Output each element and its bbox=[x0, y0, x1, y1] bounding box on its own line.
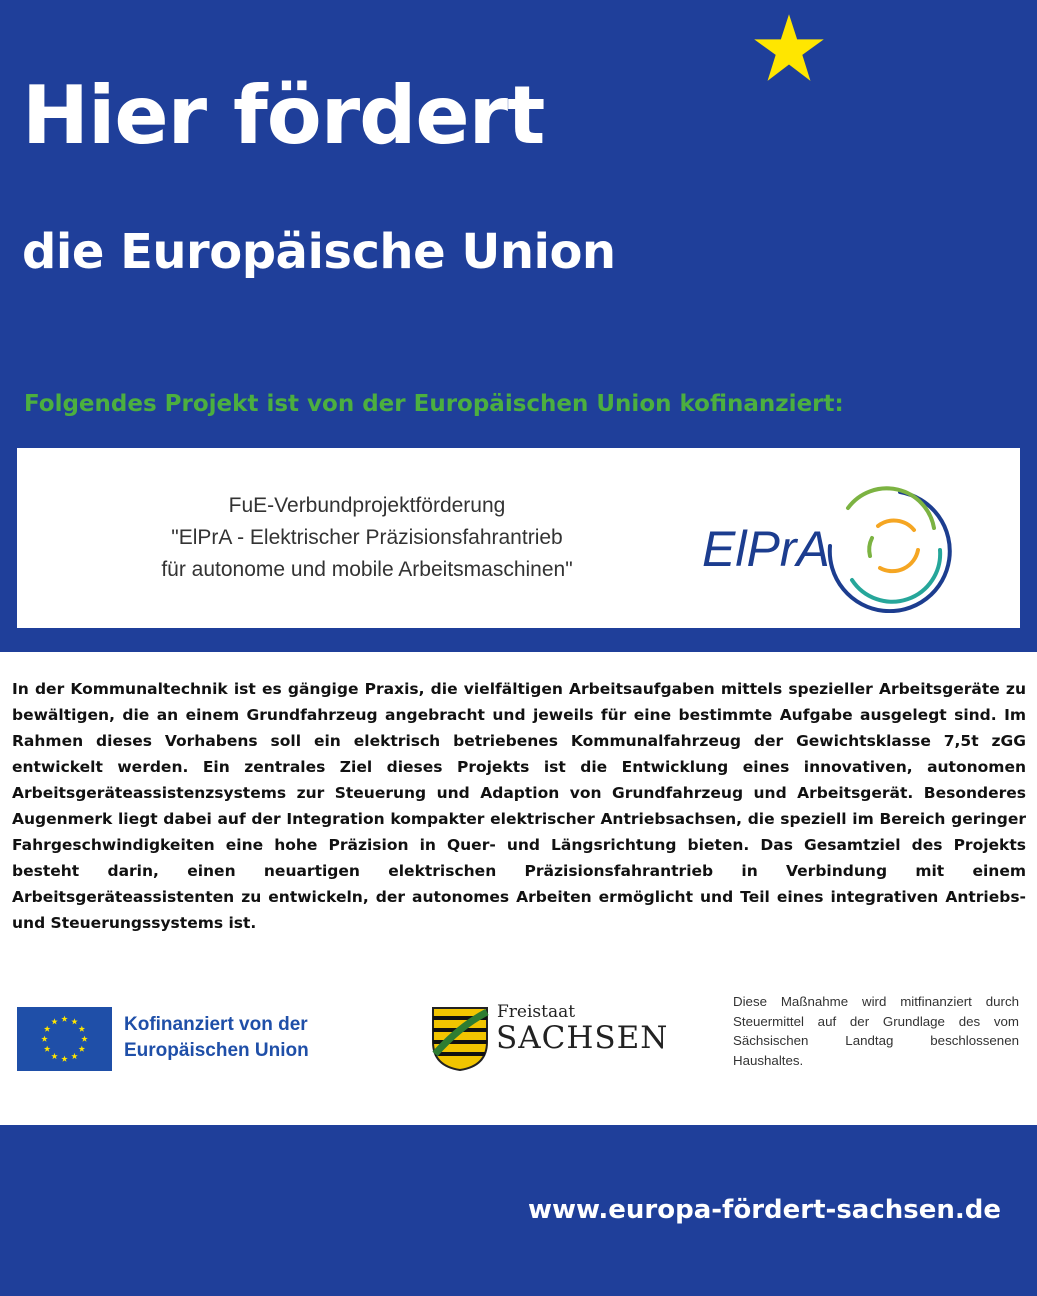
cofinance-heading: Folgendes Projekt ist von der Europäischen Union kofinanziert: bbox=[24, 391, 844, 417]
project-line-2: "ElPrA - Elektrischer Präzisionsfahrantrieb bbox=[171, 526, 563, 549]
project-box bbox=[17, 448, 1020, 628]
project-description: In der Kommunaltechnik ist es gängige Praxis, die vielfältigen Arbeitsaufgaben mittels spezieller Arbeitsgeräte zu bewältigen, die an einem Grundfahrzeug angebracht und jeweils für eine bestimmte Aufgabe ausgelegt sind. Im Rahmen dieses Vorhabens soll ein elektrisch betriebenes Kommunalfahrzeug der Gewichtsklasse 7,5t zGG entwickelt werden. Ein zentrales Ziel dieses Projekts ist die Entwicklung eines innovativen, autonomen Arbeitsgeräteassistenzsystems zur Steuerung und Adaption von Grundfahrzeug und Arbeitsgerät. Besonderes Augenmerk liegt dabei auf der Integration kompakter elektrischer Antriebsachsen, die speziell im Bereich geringer Fahrgeschwindigkeiten eine hohe Präzision in Quer- und Längsrichtung bieten. Das Gesamtziel des Projekts besteht darin, einen neuartigen elektrischen Präzisionsfahrantrieb in Verbindung mit einem Arbeitsgeräteassistenten zu entwickeln, der autonomes Arbeiten ermöglicht und Teil eines integrativen Antriebs- und Steuerungssystems ist. bbox=[12, 680, 1026, 932]
footer-band bbox=[0, 1125, 1037, 1296]
project-line-1: FuE-Verbundprojektförderung bbox=[228, 494, 506, 517]
sachsen-prefix: Freistaat bbox=[497, 1002, 576, 1022]
sachsen-crest-icon bbox=[431, 1006, 489, 1072]
eu-cofinance-label bbox=[124, 1012, 384, 1064]
funding-note: Diese Maßnahme wird mitfinanziert durch Steuermittel auf der Grundlage des vom Sächsischen Landtag beschlossenen Haushaltes. bbox=[733, 994, 1019, 1068]
eu-label-line-1: Kofinanziert von der bbox=[124, 1014, 308, 1035]
eu-flag-icon bbox=[17, 1007, 112, 1071]
page-subtitle: die Europäische Union bbox=[22, 224, 616, 280]
elpra-logo bbox=[702, 468, 962, 613]
page-title: Hier fördert bbox=[22, 69, 545, 162]
project-line-3: für autonome und mobile Arbeitsmaschinen" bbox=[161, 558, 573, 581]
project-title bbox=[107, 490, 627, 586]
eu-label-line-2: Europäischen Union bbox=[124, 1040, 309, 1061]
sachsen-name: SACHSEN bbox=[496, 1020, 669, 1056]
star-icon bbox=[752, 12, 826, 86]
website-link[interactable]: www.europa-fördert-sachsen.de bbox=[527, 1195, 1001, 1225]
elpra-logo-text: ElPrA bbox=[702, 521, 830, 577]
